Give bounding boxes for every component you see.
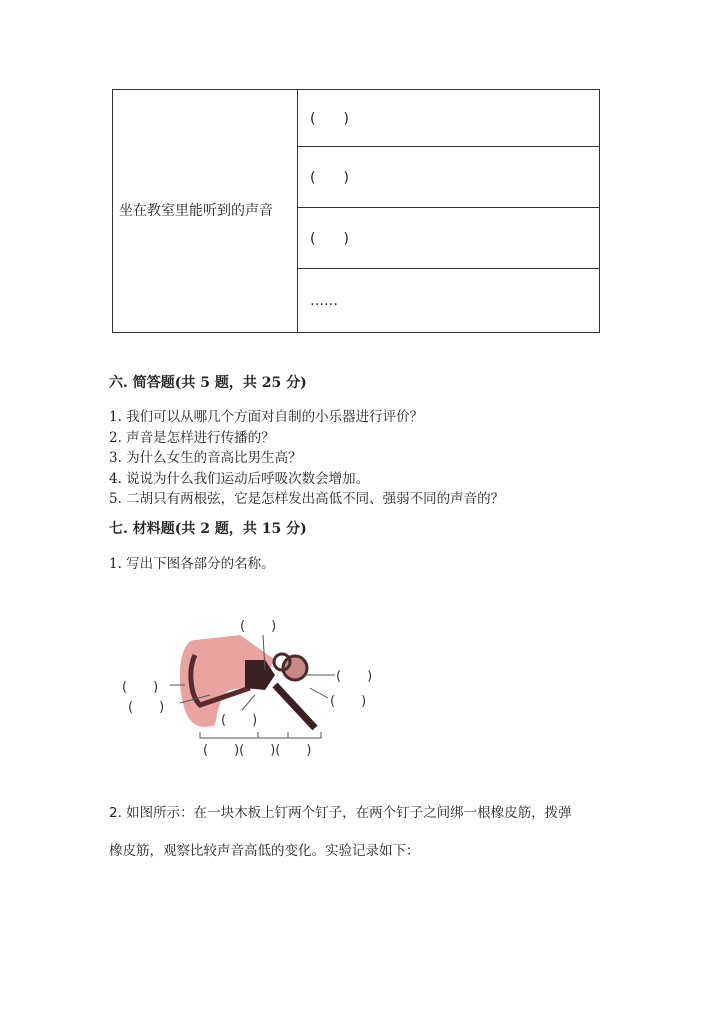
eustachian-tube	[275, 685, 315, 728]
ear-label-right-2[interactable]: ( )	[330, 694, 367, 709]
material-question-2	[109, 794, 572, 870]
question-2-line-2: 橡皮筋，观察比较声音高低的变化。实验记录如下：	[109, 843, 420, 859]
section7-heading: 七. 材料题(共 2 题，共 15 分)	[109, 521, 307, 537]
ear-label-right-1[interactable]: ( )	[336, 669, 373, 684]
question-2-line-1: 2. 如图所示：在一块木板上钉两个钉子，在两个钉子之间绑一根橡皮筋，拨弹	[109, 805, 572, 821]
question-5: 5. 二胡只有两根弦，它是怎样发出高低不同、强弱不同的声音的？	[109, 491, 505, 507]
answer-cell-3[interactable]: ( )	[298, 208, 600, 269]
question-4: 4. 说说为什么我们运动后呼吸次数会增加。	[109, 470, 370, 487]
ear-label-left-2[interactable]: ( )	[128, 700, 165, 715]
question-2: 2. 声音是怎样进行传播的？	[109, 429, 275, 446]
question-list	[109, 407, 504, 510]
material-question-1: 1. 写出下图各部分的名称。	[109, 556, 275, 572]
ear-label-left-1[interactable]: ( )	[122, 680, 159, 695]
answer-cell-2[interactable]: ( )	[298, 147, 600, 208]
ear-label-middle[interactable]: ( )	[221, 713, 258, 728]
section6-heading: 六. 简答题(共 5 题，共 25 分)	[109, 375, 307, 391]
ear-label-top[interactable]: ( )	[240, 619, 277, 634]
question-3: 3. 为什么女生的音高比男生高？	[109, 450, 302, 466]
answer-cell-1[interactable]: ( )	[298, 90, 600, 147]
ear-label-bottom[interactable]: ( )( )( )	[203, 743, 312, 758]
answer-cell-4[interactable]: ……	[298, 269, 600, 333]
table-left-cell: 坐在教室里能听到的声音	[113, 90, 298, 333]
sound-table	[112, 89, 600, 333]
question-1: 1. 我们可以从哪几个方面对自制的小乐器进行评价？	[109, 409, 424, 425]
